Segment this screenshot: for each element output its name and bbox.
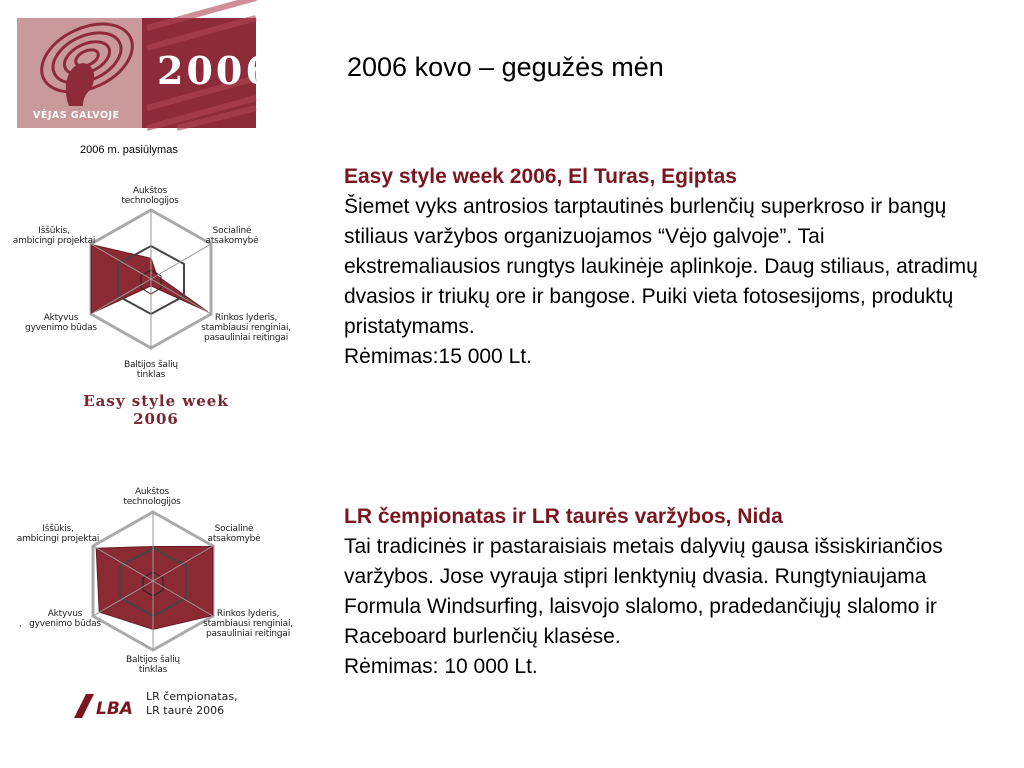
axis-label-bottom-1: Baltijos šalių tinklas [124, 360, 178, 380]
axis-label-top-2: Aukštos technologijos [123, 487, 181, 507]
easy-style-logo-line1: Easy style week [83, 392, 229, 410]
axis-label-bottom-left-2: Aktyvus gyvenimo būdas [29, 609, 101, 629]
event2-body: Tai tradicinės ir pastaraisiais metais dalyvių gausa išsiskiriančios varžybos. Jose vyrauja stipri lenktynių dvasia. Rungtyniaujama Formula Windsurfing, laisvojo slalomo, pradedančiųjų slalomo ir Raceboard burlenčių klasėse. [344, 535, 943, 648]
page-title: 2006 kovo – gegužės mėn [347, 52, 664, 82]
axis-label-top-right-1: Socialinė atsakomybė [205, 226, 259, 246]
axis-label-top-right-2: Socialinė atsakomybė [207, 524, 261, 544]
radar-fill-2 [96, 547, 213, 630]
event2-sponsorship: Rėmimas: 10 000 Lt. [344, 655, 538, 678]
event-easy-style-week [344, 162, 984, 372]
lba-logo-graphic [72, 692, 142, 720]
axis-label-top-left-1: Iššūkis, ambicingi projektai [12, 226, 96, 246]
logo-year: 2006 [157, 48, 275, 93]
event-lr-championship [344, 502, 984, 682]
lr-logo-line1: LR čempionatas, [146, 690, 238, 703]
logo-caption: 2006 m. pasiūlymas [80, 144, 178, 156]
logo-name: VĖJAS GALVOJE [33, 110, 120, 121]
axis-label-bottom-2: Baltijos šalių tinklas [126, 655, 180, 675]
axis-label-bottom-right-1: Rinkos lyderis, stambiausi renginiai, pasauliniai reitingai [201, 313, 291, 343]
axis-label-top-left-2: Iššūkis, ambicingi projektai [16, 524, 100, 544]
event1-title: Easy style week 2006, El Turas, Egiptas [344, 165, 737, 188]
event2-title: LR čempionatas ir LR taurės varžybos, Nida [344, 505, 783, 528]
event1-body: Šiemet vyks antrosios tarptautinės burlenčių superkroso ir bangų stiliaus varžybos organizuojamos “Vėjo galvoje”. Tai ekstremaliausios rungtys laukinėje aplinkoje. Daug stiliaus, atradimų dvasios ir triukų ore ir bangose. Puiki vieta fotosesijoms, produktų pristatymams. [344, 195, 978, 338]
stray-mark: , [19, 618, 22, 628]
axis-label-bottom-right-2: Rinkos lyderis, stambiausi renginiai, pasauliniai reitingai [203, 609, 293, 639]
lr-logo-line2: LR taurė 2006 [146, 704, 225, 717]
lba-logo-text: LBA [96, 699, 133, 719]
axis-label-top-1: Aukštos technologijos [121, 186, 179, 206]
axis-label-bottom-left-1: Aktyvus gyvenimo būdas [25, 313, 97, 333]
radar-svg-2 [0, 0, 330, 768]
lr-championship-logo-text [146, 690, 238, 718]
easy-style-logo-line2: 2006 [133, 410, 179, 428]
lba-logo [72, 692, 142, 725]
event1-sponsorship: Rėmimas:15 000 Lt. [344, 345, 532, 368]
